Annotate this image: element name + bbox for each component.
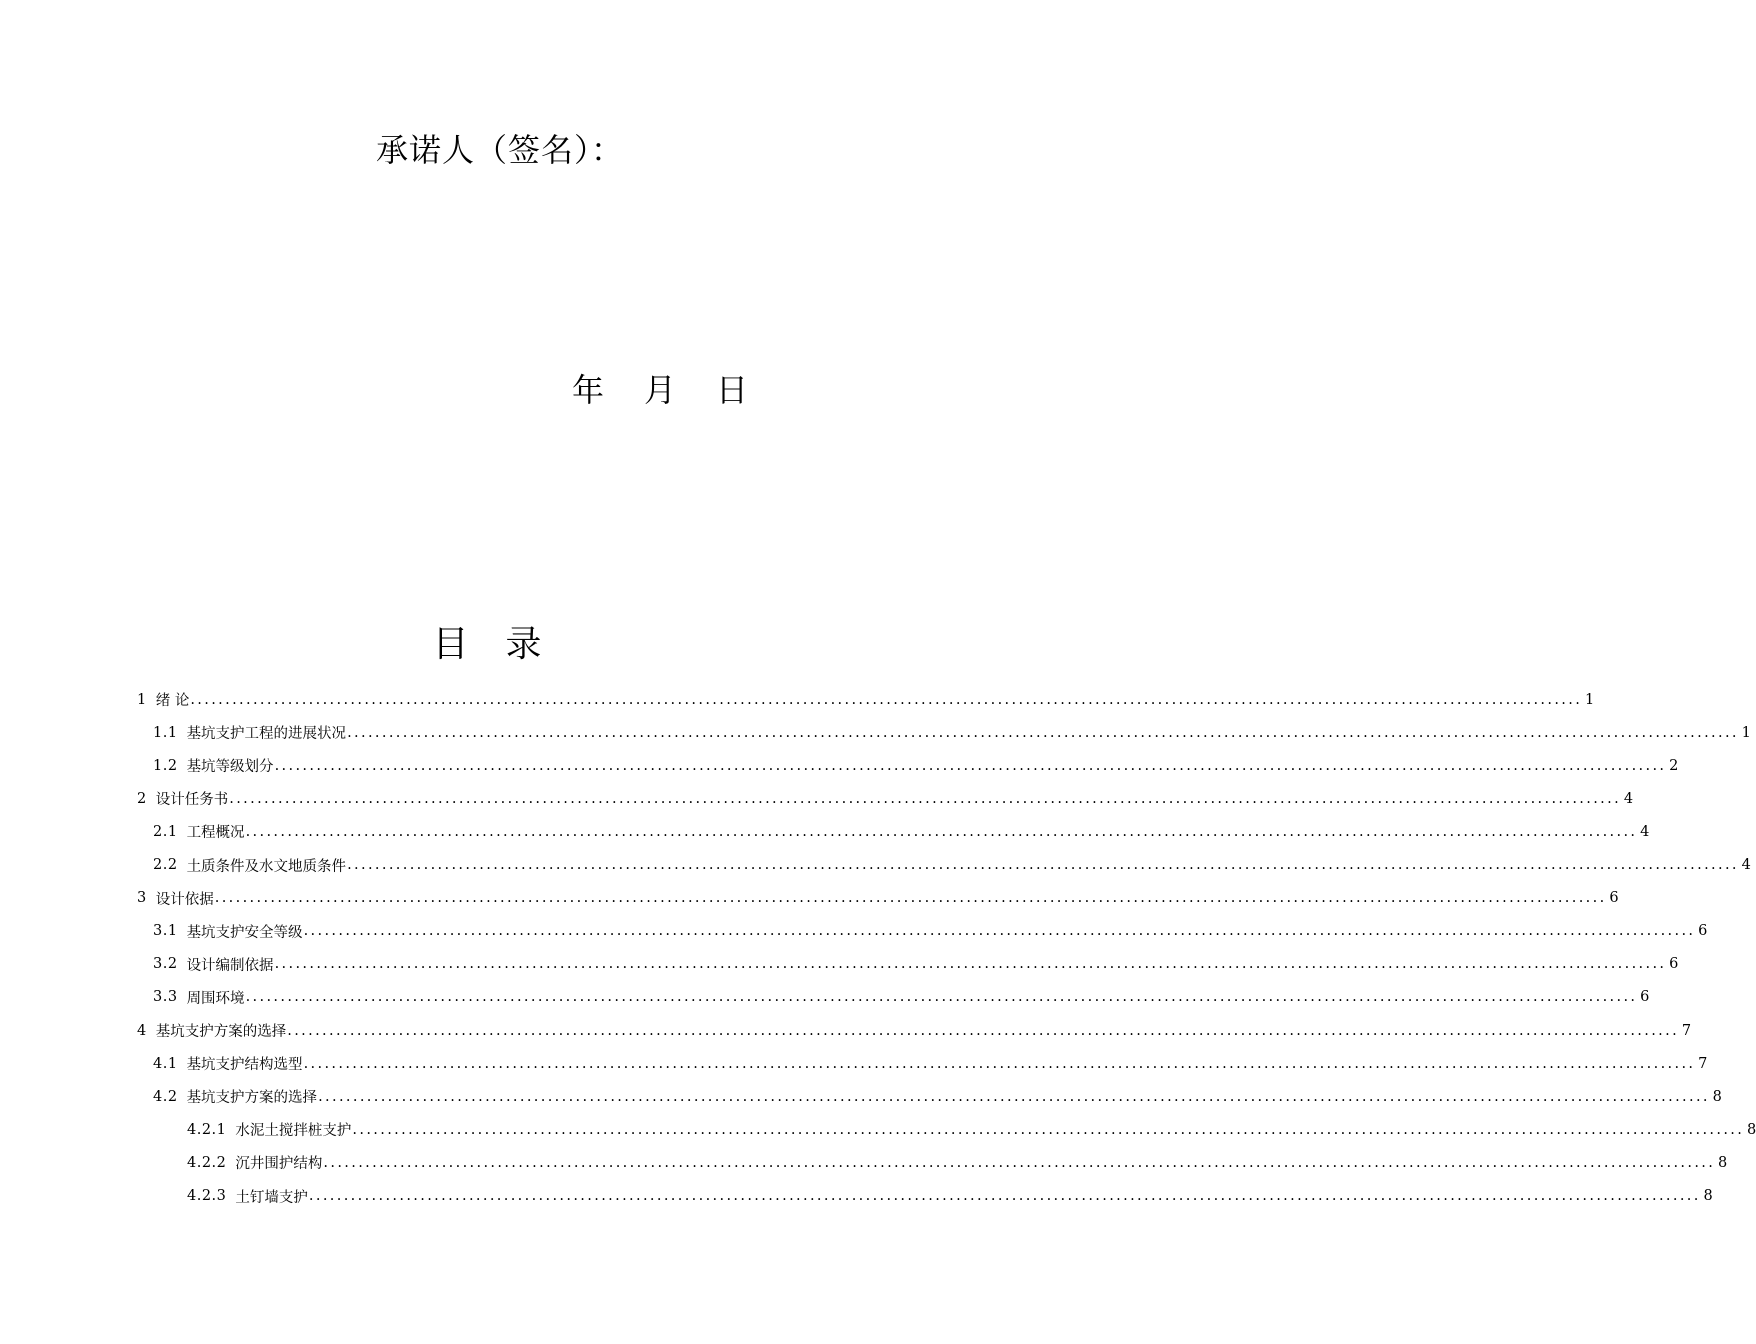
toc-dot-leader: ........................................................................................................................................................................................................ [214, 890, 1607, 907]
toc-entry-title: 基坑支护方案的选择 [155, 1024, 287, 1040]
toc-entry-title: 周围环境 [186, 990, 245, 1007]
toc-entry[interactable] [153, 749, 1679, 782]
toc-dot-leader: ........................................................................................................................................................................................................ [318, 1088, 1710, 1105]
toc-entry-title: 基坑支护方案的选择 [186, 1090, 318, 1107]
toc-dot-leader: ........................................................................................................................................................................................................ [287, 1022, 1680, 1039]
toc-title [0, 620, 975, 670]
toc-entry-number: 3.3 [153, 989, 178, 1006]
toc-entry-page-number: 7 [1698, 1055, 1708, 1072]
toc-entry-page-number: 8 [1712, 1088, 1722, 1105]
toc-entry[interactable] [187, 1180, 1713, 1213]
toc-dot-leader: ........................................................................................................................................................................................................ [245, 989, 1638, 1006]
toc-dot-leader: ........................................................................................................................................................................................................ [347, 724, 1739, 741]
toc-entry[interactable] [153, 1080, 1722, 1113]
toc-dot-leader: ........................................................................................................................................................................................................ [274, 956, 1667, 973]
toc-entry[interactable] [153, 948, 1679, 981]
toc-entry-page-number: 6 [1669, 956, 1679, 973]
toc-entry-page-number: 8 [1718, 1154, 1728, 1171]
toc-entry-number: 4.2 [153, 1088, 178, 1105]
toc-entry[interactable] [153, 915, 1708, 948]
toc-title-part1: 目 [432, 624, 470, 665]
toc-entry-number: 4.2.3 [187, 1188, 227, 1204]
toc-entry-page-number: 6 [1640, 989, 1650, 1006]
toc-entry[interactable] [153, 815, 1650, 848]
toc-entry-number: 2 [137, 790, 147, 807]
toc-entry-page-number: 1 [1741, 724, 1751, 741]
toc-entry[interactable] [153, 981, 1650, 1014]
toc-entry-title: 工程概况 [186, 825, 245, 842]
toc-entry-page-number: 7 [1681, 1022, 1692, 1039]
toc-entry-title: 设计编制依据 [186, 957, 274, 974]
toc-entry-title: 土钉墙支护 [235, 1189, 308, 1206]
toc-entry-title: 基坑支护安全等级 [186, 924, 303, 941]
date-day-label: 日 [716, 371, 749, 409]
date-line [572, 368, 748, 412]
toc-dot-leader: ........................................................................................................................................................................................................ [274, 757, 1667, 774]
toc-entry-title: 绪 论 [155, 693, 190, 709]
toc-entry-page-number: 8 [1703, 1188, 1713, 1204]
toc-entry-page-number: 2 [1669, 757, 1679, 774]
toc-dot-leader: ........................................................................................................................................................................................................ [190, 691, 1583, 708]
toc-dot-leader: ........................................................................................................................................................................................................ [308, 1188, 1701, 1204]
toc-entry-page-number: 4 [1741, 857, 1751, 873]
toc-dot-leader: ........................................................................................................................................................................................................ [303, 1055, 1696, 1072]
toc-entry-title: 设计依据 [155, 891, 214, 908]
toc-entry-title: 基坑支护工程的进展状况 [186, 726, 347, 743]
toc-entry-number: 4 [137, 1022, 147, 1039]
toc-entry-page-number: 4 [1623, 790, 1634, 807]
toc-entry-page-number: 4 [1640, 823, 1650, 840]
toc-entry-number: 4.2.1 [187, 1121, 227, 1138]
toc-entry-number: 4.2.2 [187, 1154, 227, 1171]
toc-entry-page-number: 6 [1698, 923, 1708, 940]
toc-entry[interactable] [153, 716, 1751, 749]
toc-entry-title: 基坑等级划分 [186, 759, 274, 776]
toc-entry-number: 3.2 [153, 956, 178, 973]
toc-entry-number: 2.1 [153, 823, 178, 840]
toc-entry-title: 设计任务书 [155, 792, 229, 809]
toc-dot-leader: ........................................................................................................................................................................................................ [352, 1121, 1745, 1138]
toc-entry-title: 水泥土搅拌桩支护 [235, 1123, 352, 1140]
toc-entry-number: 1.2 [153, 757, 178, 774]
toc-entry-title: 土质条件及水文地质条件 [186, 858, 347, 875]
toc-title-part2: 录 [505, 624, 543, 665]
toc-entry[interactable] [187, 1146, 1728, 1179]
toc-entry-number: 3.1 [153, 923, 178, 940]
toc-entry-title: 沉井围护结构 [235, 1156, 323, 1173]
date-month-label: 月 [644, 371, 677, 409]
toc-entry-number: 2.2 [153, 857, 178, 873]
toc-entry-number: 3 [137, 890, 147, 907]
toc-entry-page-number: 8 [1747, 1121, 1756, 1138]
toc-entry-number: 1.1 [153, 724, 178, 741]
toc-entry[interactable] [153, 1047, 1708, 1080]
toc-entry-title: 基坑支护结构选型 [186, 1057, 303, 1074]
date-year-label: 年 [572, 371, 605, 409]
toc-entry[interactable] [187, 1113, 1756, 1146]
toc-entry[interactable] [153, 849, 1751, 882]
signature-label: 承诺人（签名）： [375, 131, 624, 169]
toc-entry[interactable] [137, 1014, 1692, 1047]
toc-dot-leader: ........................................................................................................................................................................................................ [347, 857, 1739, 873]
toc-entry-page-number: 1 [1584, 691, 1595, 708]
toc-dot-leader: ........................................................................................................................................................................................................ [303, 923, 1696, 940]
toc-entry-page-number: 6 [1609, 890, 1619, 907]
toc-entry[interactable] [137, 782, 1634, 815]
toc-entry[interactable] [137, 882, 1619, 915]
toc-dot-leader: ........................................................................................................................................................................................................ [245, 823, 1638, 840]
toc-entry-number: 1 [137, 691, 147, 708]
toc-entry[interactable] [137, 683, 1595, 716]
toc-dot-leader: ........................................................................................................................................................................................................ [229, 790, 1622, 807]
toc-entry-number: 4.1 [153, 1055, 178, 1072]
toc-dot-leader: ........................................................................................................................................................................................................ [323, 1154, 1716, 1171]
